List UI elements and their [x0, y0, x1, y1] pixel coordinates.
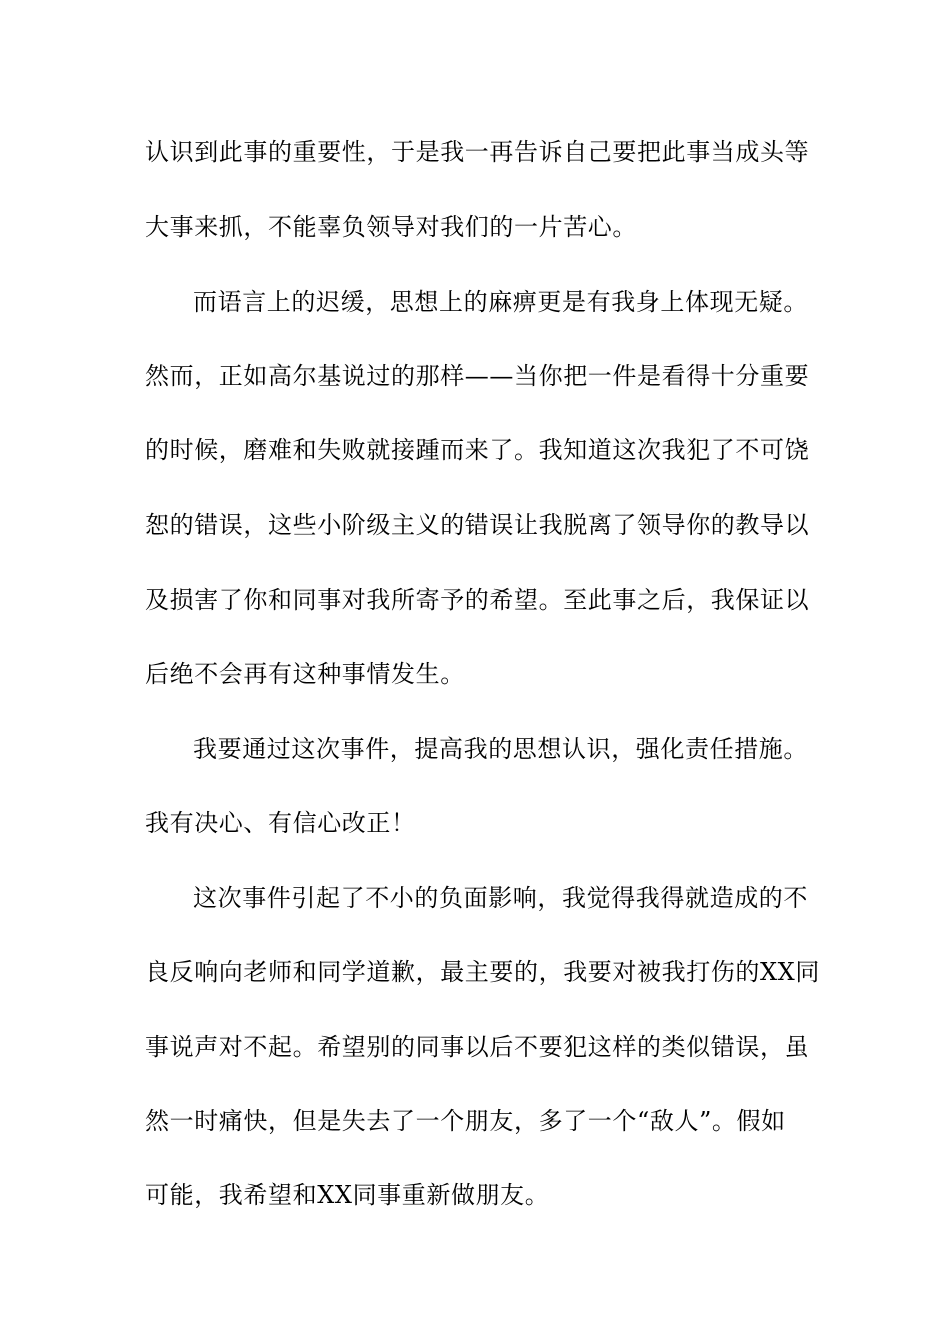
text-line: 然而，正如高尔基说过的那样——当你把一件是看得十分重要 — [145, 362, 810, 390]
text-line: 良反响向老师和同学道歉，最主要的，我要对被我打伤的XX同 — [145, 958, 820, 986]
text-line: 及损害了你和同事对我所寄予的希望。至此事之后，我保证以 — [145, 586, 810, 614]
text-line: 大事来抓，不能辜负领导对我们的一片苦心。 — [145, 213, 637, 241]
text-line: 后绝不会再有这种事情发生。 — [145, 660, 465, 688]
text-line: 认识到此事的重要性，于是我一再告诉自己要把此事当成头等 — [145, 138, 810, 166]
text-line: 可能，我希望和XX同事重新做朋友。 — [145, 1181, 550, 1209]
text-line: 我有决心、有信心改正！ — [145, 809, 416, 837]
text-line: 然一时痛快，但是失去了一个朋友，多了一个“敌人”。假如 — [145, 1107, 786, 1135]
text-line: 的时候，磨难和失败就接踵而来了。我知道这次我犯了不可饶 — [145, 436, 810, 464]
paragraph-first-line: 而语言上的迟缓，思想上的麻痹更是有我身上体现无疑。 — [193, 288, 808, 316]
text-line: 恕的错误，这些小阶级主义的错误让我脱离了领导你的教导以 — [145, 511, 810, 539]
paragraph-first-line: 我要通过这次事件，提高我的思想认识，强化责任措施。 — [193, 735, 808, 763]
paragraph-first-line: 这次事件引起了不小的负面影响，我觉得我得就造成的不 — [193, 884, 808, 912]
text-line: 事说声对不起。希望别的同事以后不要犯这样的类似错误，虽 — [145, 1033, 810, 1061]
